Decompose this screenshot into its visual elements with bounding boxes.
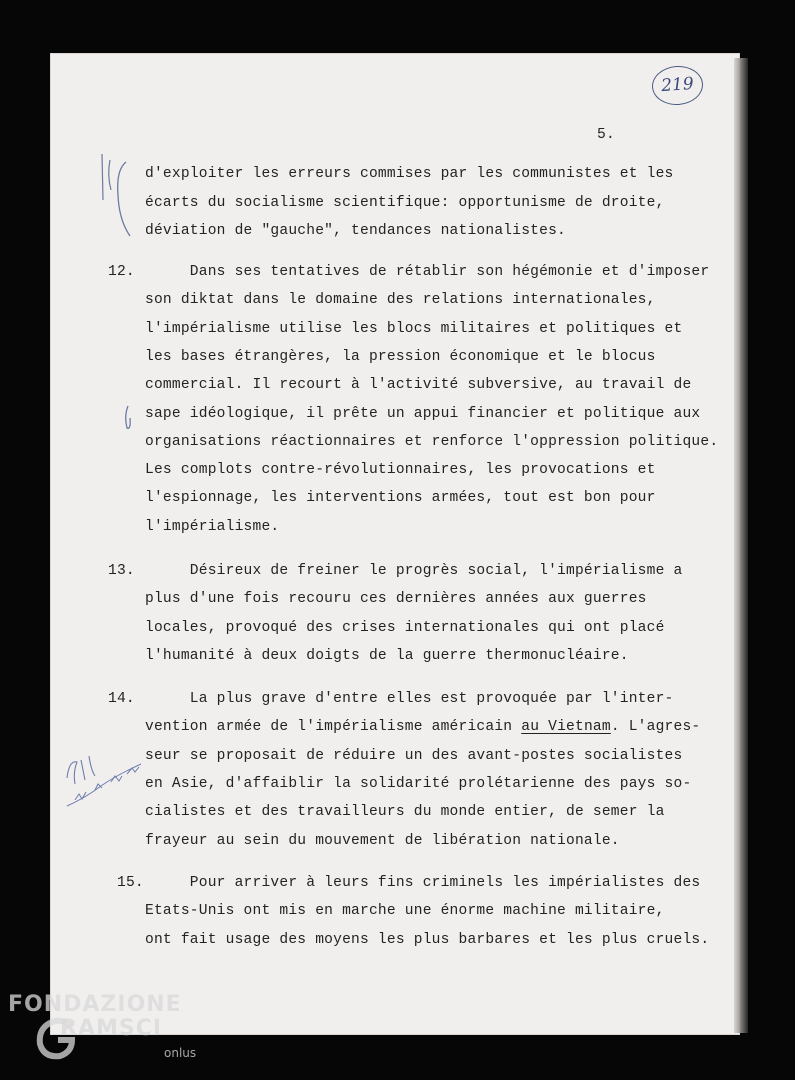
section-number: 13. [108,563,135,579]
paragraph-line: sape idéologique, il prête un appui financier et politique aux [145,406,701,422]
paragraph-line: plus d'une fois recouru ces dernières années aux guerres [145,591,647,607]
watermark-onlus: onlus [164,1046,197,1060]
paragraph-line: Pour arriver à leurs fins criminels les impérialistes des [145,875,701,891]
paragraph-line: La plus grave d'entre elles est provoquée par l'inter- [145,691,674,707]
paragraph-line: l'espionnage, les interventions armées, tout est bon pour [145,490,656,506]
paragraph-line: ont fait usage des moyens les plus barbares et les plus cruels. [145,932,710,948]
paragraph-line [145,717,700,737]
line-text-tail: . L'agres- [610,719,701,735]
paragraph-line: l'impérialisme utilise les blocs militaires et politiques et [145,321,683,337]
archive-number-stamp: 219 [651,64,705,106]
intro-line: déviation de "gauche", tendances nationalistes. [145,223,567,239]
paragraph-line: en Asie, d'affaiblir la solidarité prolétarienne des pays so- [145,776,692,792]
paragraph-line: frayeur au sein du mouvement de libération nationale. [145,833,620,849]
paragraph-line: locales, provoqué des crises internationales qui ont placé [145,620,665,636]
watermark-line2: RAMSCI [60,1016,163,1041]
paragraph-line: cialistes et des travailleurs du monde entier, de semer la [145,804,665,820]
underlined-phrase: au Vietnam [521,719,611,735]
intro-line: d'exploiter les erreurs commises par les communistes et les [145,166,674,182]
paragraph-line: l'impérialisme. [145,519,280,535]
line-text: vention armée de l'impérialisme américain [145,719,522,735]
page-edge-shadow [734,58,748,1033]
watermark-line1: FONDAZIONE [8,992,182,1017]
paragraph-line: commercial. Il recourt à l'activité subversive, au travail de [145,377,692,393]
pencil-margin-mark [122,404,134,432]
paragraph-line: Etats-Unis ont mis en marche une énorme machine militaire, [145,903,665,919]
paragraph-line: seur se proposait de réduire un des avant-postes socialistes [145,748,683,764]
paragraph-line: l'humanité à deux doigts de la guerre thermonucléaire. [145,648,629,664]
paragraph-line: les bases étrangères, la pression économique et le blocus [145,349,656,365]
section-number: 14. [108,691,135,707]
paragraph-line: Les complots contre-révolutionnaires, les provocations et [145,462,656,478]
intro-line: écarts du socialisme scientifique: opportunisme de droite, [145,195,665,211]
page-number: 5. [597,127,615,143]
pencil-bracket-mark [94,150,132,240]
fondazione-gramsci-watermark [8,992,208,1072]
paragraph-line: organisations réactionnaires et renforce l'oppression politique. [145,434,719,450]
paragraph-line: Dans ses tentatives de rétablir son hégémonie et d'imposer [145,264,710,280]
section-number: 12. [108,264,135,280]
paragraph-line: son diktat dans le domaine des relations internationales, [145,292,656,308]
paragraph-line: Désireux de freiner le progrès social, l'impérialisme a [145,563,683,579]
section-number: 15. [117,875,144,891]
